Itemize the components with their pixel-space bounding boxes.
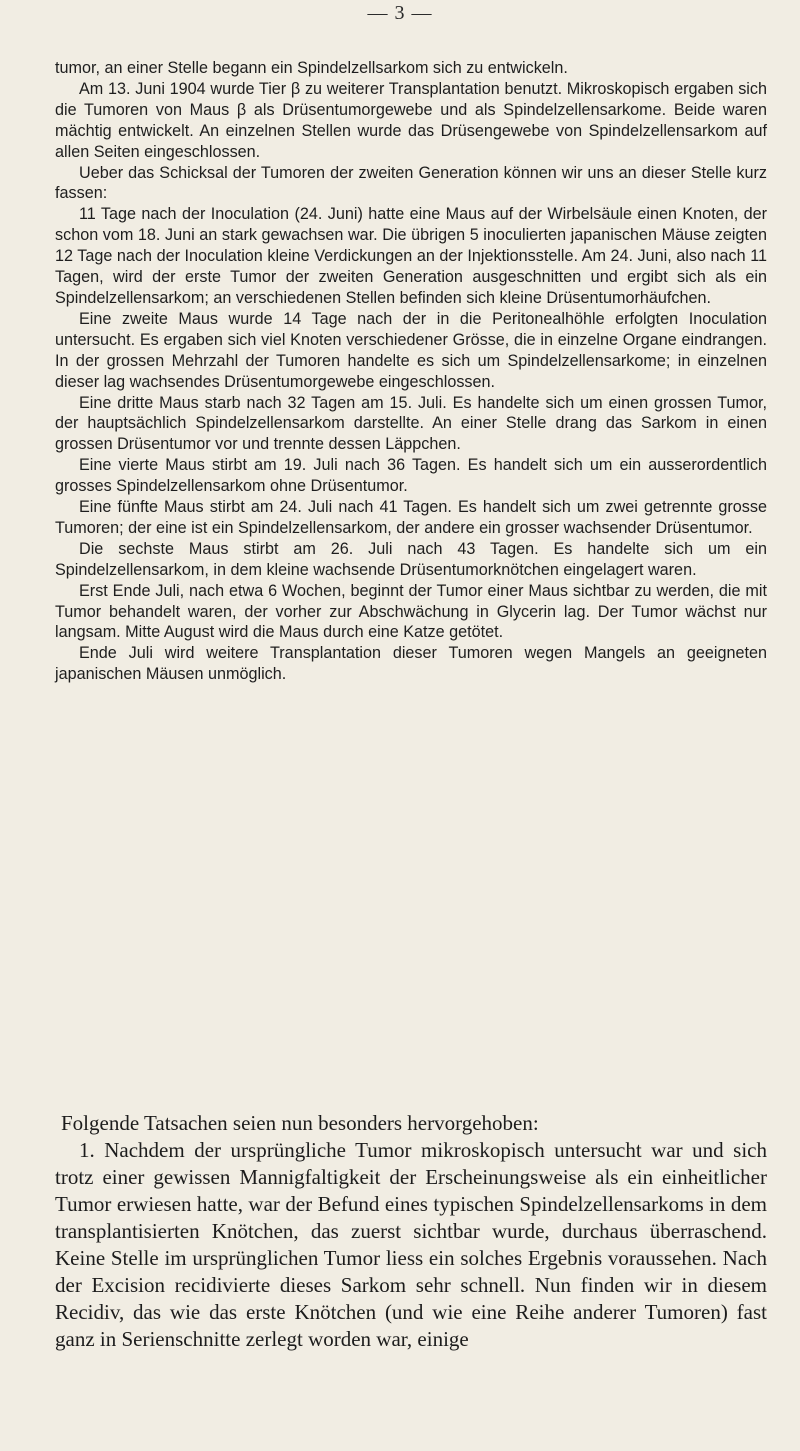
paragraph-transplantation-impossible: Ende Juli wird weitere Transplantation dieser Tumoren wegen Mangels an geeigneten japanischen Mäusen unmöglich.	[55, 644, 767, 684]
body-text-large	[55, 1110, 767, 1353]
paragraph-continuation: tumor, an einer Stelle begann ein Spindelzellsarkom sich zu entwickeln.	[55, 59, 568, 77]
paragraph-end-july: Erst Ende Juli, nach etwa 6 Wochen, beginnt der Tumor einer Maus sichtbar zu werden, die mit Tumor behandelt waren, der vorher zur Abschwächung in Glycerin lag. Der Tumor wächst nur langsam. Mitte August wird die Maus durch eine Katze getötet.	[55, 581, 767, 642]
paragraph-second-mouse: Eine zweite Maus wurde 14 Tage nach der in die Peritonealhöhle erfolgten Inoculation untersucht. Es ergaben sich viel Knoten verschiedener Grösse, die in einzelne Organe eindrangen. In der grossen Mehrzahl der Tumoren handelte es sich um Spindelzellensarkome; in einzelnen dieser lag wachsendes Drüsentumorgewebe eingeschlossen.	[55, 309, 767, 391]
page-number: — 3 —	[367, 2, 433, 24]
numbered-item-1: 1. Nachdem der ursprüngliche Tumor mikroskopisch untersucht war und sich trotz einer gewissen Mannigfaltigkeit der Erscheinungsweise als ein einheitlicher Tumor erwiesen hatte, war der Befund eines typischen Spindelzellensarkoms in dem transplantisierten Knötchen, das zuerst sichtbar wurde, durchaus überraschend. Keine Stelle im ursprünglichen Tumor liess ein solches Ergebnis voraussehen. Nach der Excision recidivierte dieses Sarkom sehr schnell. Nun finden wir in diesem Recidiv, das wie das erste Knötchen (und wie eine Reihe anderer Tumoren) fast ganz in Serienschnitte zerlegt worden war, einige	[55, 1138, 767, 1351]
paragraph-third-mouse: Eine dritte Maus starb nach 32 Tagen am 15. Juli. Es handelte sich um einen grossen Tumor, der hauptsächlich Spindelzellensarkom darstellte. An einer Stelle drang das Sarkom in einen grossen Drüsentumor vor und trennte dessen Läppchen.	[55, 393, 767, 454]
paragraph-fifth-mouse: Eine fünfte Maus stirbt am 24. Juli nach 41 Tagen. Es handelt sich um zwei getrennte grosse Tumoren; der eine ist ein Spindelzellensarkom, der andere ein grosser wachsender Drüsentumor.	[55, 498, 767, 537]
paragraph-fourth-mouse: Eine vierte Maus stirbt am 19. Juli nach 36 Tagen. Es handelt sich um ein ausserordentlich grosses Spindelzellensarkom ohne Drüsentumor.	[55, 456, 767, 496]
paragraph-first-mouse: 11 Tage nach der Inoculation (24. Juni) hatte eine Maus auf der Wirbelsäule einen Knoten, der schon vom 18. Juni an stark gewachsen war. Die übrigen 5 inoculierten japanischen Mäuse zeigten 12 Tage nach der Inoculation kleine Verdickungen an der Injektionsstelle. Am 24. Juni, also nach 11 Tagen, wird der erste Tumor der zweiten Generation ausgeschnitten und ergibt sich als ein Spindelzellensarkom; an verschiedenen Stellen befinden sich kleine Drüsentumorhäufchen.	[55, 205, 767, 307]
paragraph-second-generation-intro: Ueber das Schicksal der Tumoren der zweiten Generation können wir uns an dieser Stelle kurz fassen:	[55, 163, 767, 203]
paragraph-transplantation: Am 13. Juni 1904 wurde Tier β zu weiterer Transplantation benutzt. Mikroskopisch ergaben sich die Tumoren von Maus β als Drüsentumorgewebe und als Spindelzellensarkome. Beide waren mächtig entwickelt. An einzelnen Stellen wurde das Drüsengewebe von Spindelzellensarkom auf allen Seiten eingeschlossen.	[55, 79, 767, 161]
body-text-small	[55, 58, 767, 685]
section-heading: Folgende Tatsachen seien nun besonders hervorgehoben:	[61, 1111, 539, 1135]
paragraph-sixth-mouse: Die sechste Maus stirbt am 26. Juli nach 43 Tagen. Es handelte sich um ein Spindelzellensarkom, in dem kleine wachsende Drüsentumorknötchen eingelagert waren.	[55, 539, 767, 579]
